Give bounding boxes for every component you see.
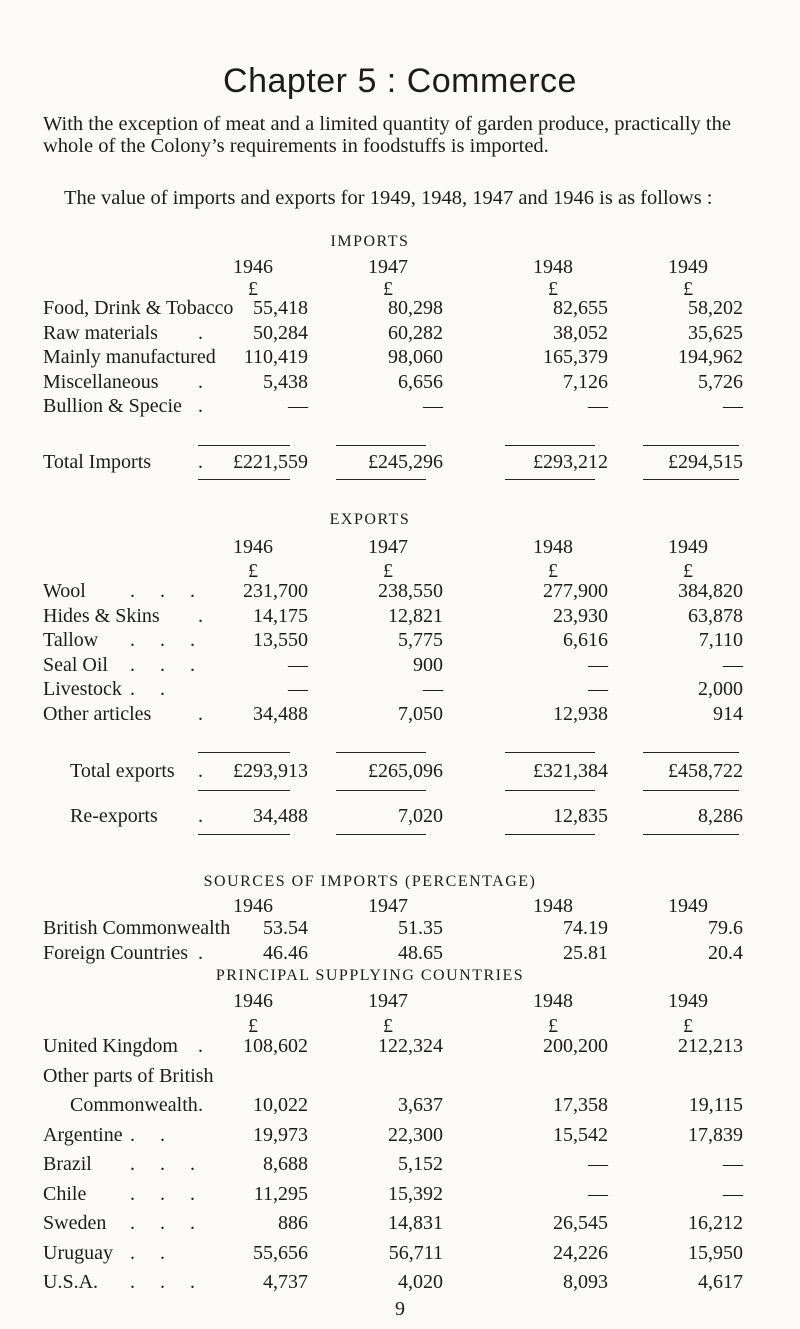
cell-u-s-a-1946: 4,737 [263,1271,308,1293]
year-1946: 1946 [233,990,273,1012]
table-row: Chile . . . 11,295 15,392 — — [43,1182,743,1205]
exports-title: EXPORTS [329,511,411,528]
exports-year-header [43,536,743,558]
cell-sweden-1948: 26,545 [553,1212,608,1234]
cell-commonwealth-1949: 19,115 [688,1094,743,1116]
cell-seal-oil-1946: — [288,653,308,676]
row-label: Sweden [43,1212,107,1234]
cell-united-kingdom-1947: 122,324 [378,1035,443,1057]
cell-miscellaneous-1949: 5,726 [698,370,743,393]
total-rule [505,834,595,835]
total-1948: £293,212 [533,451,608,473]
table-row: Bullion & Specie . — — — — [43,395,743,417]
row-label: Tallow [43,629,99,651]
table-row: Miscellaneous . 5,438 6,656 7,126 5,726 [43,370,743,393]
year-1947: 1947 [368,536,408,558]
total-rule [643,752,739,753]
total-rule [505,790,595,791]
cell-commonwealth-1948: 17,358 [553,1094,608,1116]
cell-wool-1949: 384,820 [678,580,743,602]
cell-seal-oil-1948: — [588,653,608,676]
cell-united-kingdom-1946: 108,602 [243,1035,308,1057]
cell-uruguay-1947: 56,711 [388,1241,443,1264]
sources-year-header [43,895,743,917]
row-label: United Kingdom [43,1035,178,1057]
year-1946: 1946 [233,895,273,917]
imports-year-header [43,256,743,278]
table-row: U.S.A. . . . 4,737 4,020 8,093 4,617 [43,1271,743,1293]
total-1947: £265,096 [368,760,443,782]
currency-mark: £ [683,560,693,582]
imports-title: IMPORTS [330,233,410,250]
cell-miscellaneous-1948: 7,126 [563,370,608,393]
table-row: Sweden . . . 886 14,831 26,545 16,212 [43,1212,743,1234]
total-rule [198,790,290,791]
table-row: Hides & Skins . 14,175 12,821 23,930 63,878 [43,604,743,627]
table-row [43,346,743,368]
year-1949: 1949 [668,990,708,1012]
currency-mark: £ [548,1015,558,1037]
cell-wool-1946: 231,700 [243,580,308,602]
cell-brazil-1946: 8,688 [263,1153,308,1175]
intro-paragraph: With the exception of meat and a limited quantity of garden produce, practically the whole of the Colony’s requirements in foodstuffs is imported. [43,113,731,157]
cell-tallow-1948: 6,616 [563,629,608,651]
row-label: Other parts of British [43,1064,214,1087]
row-label: Wool [43,580,86,602]
year-1948: 1948 [533,256,573,278]
total-rule [643,479,739,480]
cell-united-kingdom-1948: 200,200 [543,1035,608,1057]
table-row: Seal Oil . . . — 900 — — [43,653,743,676]
cell-hides-and-skins-1947: 12,821 [388,604,443,627]
row-label: Miscellaneous [43,370,159,393]
cell-hides-and-skins-1948: 23,930 [553,604,608,627]
currency-mark: £ [683,1015,693,1037]
cell-commonwealth-1947: 3,637 [398,1094,443,1116]
reexports-row: Re-exports . 34,488 7,020 12,835 8,286 [70,805,743,827]
row-label: Total Imports [43,451,152,473]
cell-british-commonwealth-1947: 51.35 [398,917,443,939]
cell-raw-materials-1946: 50,284 [253,321,308,344]
cell-wool-1948: 277,900 [543,580,608,602]
currency-mark: £ [383,560,393,582]
cell-uruguay-1946: 55,656 [253,1241,308,1264]
cell-livestock-1946: — [288,678,308,700]
reexports-1948: 12,835 [553,805,608,827]
table-row [43,1065,743,1087]
cell-tallow-1949: 7,110 [698,629,743,651]
exports-total-row: Total exports . £293,913 £265,096 £321,384 £458,722 [70,760,743,782]
cell-raw-materials-1947: 60,282 [388,321,443,344]
table-row [43,297,743,319]
total-1949: £458,722 [668,760,743,782]
total-1946: £221,559 [233,451,308,473]
cell-food-drink-and-tobacco-1948: 82,655 [553,297,608,319]
exports-currency-header [43,560,743,582]
row-label: Total exports [70,760,175,782]
year-1946: 1946 [233,256,273,278]
table-row: Commonwealth . 10,022 3,637 17,358 19,115 [70,1094,743,1116]
cell-wool-1947: 238,550 [378,580,443,602]
table-row [43,917,743,939]
table-row: Wool . . . 231,700 238,550 277,900 384,820 [43,580,743,602]
year-1948: 1948 [533,895,573,917]
row-label: Other articles [43,702,152,725]
total-rule [505,445,595,446]
total-rule [198,445,290,446]
currency-mark: £ [248,278,258,300]
year-1947: 1947 [368,895,408,917]
total-rule [198,834,290,835]
cell-bullion-and-specie-1947: — [423,395,443,417]
currency-mark: £ [548,278,558,300]
page-number: 9 [395,1298,405,1320]
year-1948: 1948 [533,990,573,1012]
cell-sweden-1946: 886 [278,1212,308,1234]
reexports-1949: 8,286 [698,805,743,827]
total-rule [198,752,290,753]
cell-foreign-countries-1949: 20.4 [708,941,743,964]
row-label: Foreign Countries [43,941,188,964]
row-label: U.S.A. [43,1271,99,1293]
reexports-1947: 7,020 [398,805,443,827]
cell-other-articles-1947: 7,050 [398,702,443,725]
cell-u-s-a-1948: 8,093 [563,1271,608,1293]
cell-united-kingdom-1949: 212,213 [678,1035,743,1057]
cell-mainly-manufactured-1948: 165,379 [543,346,608,368]
cell-u-s-a-1947: 4,020 [398,1271,443,1293]
cell-livestock-1947: — [423,678,443,700]
row-label: Brazil [43,1153,92,1175]
cell-foreign-countries-1948: 25.81 [563,941,608,964]
cell-food-drink-and-tobacco-1946: 55,418 [253,297,308,319]
cell-tallow-1946: 13,550 [253,629,308,651]
cell-food-drink-and-tobacco-1949: 58,202 [688,297,743,319]
cell-miscellaneous-1947: 6,656 [398,370,443,393]
imports-currency-header [43,278,743,300]
cell-bullion-and-specie-1946: — [288,395,308,417]
cell-mainly-manufactured-1946: 110,419 [243,346,308,368]
cell-mainly-manufactured-1949: 194,962 [678,346,743,368]
cell-uruguay-1948: 24,226 [553,1241,608,1264]
currency-mark: £ [383,278,393,300]
cell-seal-oil-1947: 900 [413,653,443,676]
cell-other-articles-1946: 34,488 [253,702,308,725]
cell-bullion-and-specie-1949: — [723,395,743,417]
cell-u-s-a-1949: 4,617 [698,1271,743,1293]
row-label: Food, Drink & Tobacco [43,297,234,319]
cell-argentine-1947: 22,300 [388,1123,443,1146]
cell-bullion-and-specie-1948: — [588,395,608,417]
table-row: Livestock . . — — — 2,000 [43,678,743,700]
currency-mark: £ [248,1015,258,1037]
total-1947: £245,296 [368,451,443,473]
total-1949: £294,515 [668,451,743,473]
cell-sweden-1947: 14,831 [388,1212,443,1234]
currency-mark: £ [248,560,258,582]
year-1948: 1948 [533,536,573,558]
total-rule [643,445,739,446]
table-row: United Kingdom . 108,602 122,324 200,200 212,213 [43,1035,743,1057]
row-label: Raw materials [43,321,158,344]
total-rule [643,790,739,791]
row-label: Chile [43,1182,87,1205]
total-rule [336,752,426,753]
cell-livestock-1948: — [588,678,608,700]
total-rule [336,834,426,835]
cell-brazil-1948: — [588,1153,608,1175]
table-row: Foreign Countries . 46.46 48.65 25.81 20.4 [43,941,743,964]
cell-livestock-1949: 2,000 [698,678,743,700]
year-1947: 1947 [368,256,408,278]
values-paragraph: The value of imports and exports for 1949, 1948, 1947 and 1946 is as follows : [64,187,713,209]
year-1949: 1949 [668,536,708,558]
total-rule [505,752,595,753]
row-label: Hides & Skins [43,604,160,627]
cell-hides-and-skins-1946: 14,175 [253,604,308,627]
row-label: Livestock [43,678,122,700]
table-row: Uruguay . . 55,656 56,711 24,226 15,950 [43,1241,743,1264]
row-label: Seal Oil [43,653,108,676]
chapter-title: Chapter 5 : Commerce [223,62,577,100]
total-rule [505,479,595,480]
year-1946: 1946 [233,536,273,558]
table-row: Tallow . . . 13,550 5,775 6,616 7,110 [43,629,743,651]
currency-mark: £ [548,560,558,582]
cell-seal-oil-1949: — [723,653,743,676]
cell-miscellaneous-1946: 5,438 [263,370,308,393]
row-label: Bullion & Specie [43,395,182,417]
cell-raw-materials-1949: 35,625 [688,321,743,344]
suppliers-title: PRINCIPAL SUPPLYING COUNTRIES [215,967,525,984]
total-rule [336,790,426,791]
reexports-1946: 34,488 [253,805,308,827]
cell-raw-materials-1948: 38,052 [553,321,608,344]
cell-other-articles-1948: 12,938 [553,702,608,725]
row-label: British Commonwealth [43,917,231,939]
cell-commonwealth-1946: 10,022 [253,1094,308,1116]
row-label: Re-exports [70,805,158,827]
cell-argentine-1949: 17,839 [688,1123,743,1146]
cell-argentine-1946: 19,973 [253,1123,308,1146]
suppliers-year-header [43,990,743,1012]
cell-foreign-countries-1946: 46.46 [263,941,308,964]
cell-chile-1946: 11,295 [253,1182,308,1205]
year-1949: 1949 [668,895,708,917]
table-row: Brazil . . . 8,688 5,152 — — [43,1153,743,1175]
cell-chile-1947: 15,392 [388,1182,443,1205]
suppliers-currency-header [43,1015,743,1037]
cell-brazil-1949: — [723,1153,743,1175]
total-1948: £321,384 [533,760,608,782]
cell-brazil-1947: 5,152 [398,1153,443,1175]
currency-mark: £ [383,1015,393,1037]
cell-british-commonwealth-1949: 79.6 [708,917,743,939]
cell-argentine-1948: 15,542 [553,1123,608,1146]
cell-british-commonwealth-1948: 74.19 [563,917,608,939]
currency-mark: £ [683,278,693,300]
table-row: Other articles . 34,488 7,050 12,938 914 [43,702,743,725]
cell-hides-and-skins-1949: 63,878 [688,604,743,627]
total-rule [198,479,290,480]
cell-chile-1948: — [588,1182,608,1205]
row-label: Uruguay [43,1241,113,1264]
cell-food-drink-and-tobacco-1947: 80,298 [388,297,443,319]
cell-other-articles-1949: 914 [713,702,743,725]
total-rule [336,445,426,446]
sources-title: SOURCES OF IMPORTS (PERCENTAGE) [203,873,537,890]
cell-chile-1949: — [723,1182,743,1205]
total-rule [336,479,426,480]
row-label: Mainly manufactured [43,346,216,368]
table-row: Raw materials . 50,284 60,282 38,052 35,625 [43,321,743,344]
cell-tallow-1947: 5,775 [398,629,443,651]
imports-total-row: Total Imports . £221,559 £245,296 £293,212 £294,515 [43,451,743,473]
total-1946: £293,913 [233,760,308,782]
year-1947: 1947 [368,990,408,1012]
table-row: Argentine . . 19,973 22,300 15,542 17,839 [43,1123,743,1146]
cell-british-commonwealth-1946: 53.54 [263,917,308,939]
cell-sweden-1949: 16,212 [688,1212,743,1234]
total-rule [643,834,739,835]
year-1949: 1949 [668,256,708,278]
cell-uruguay-1949: 15,950 [688,1241,743,1264]
row-label: Argentine [43,1123,123,1146]
cell-mainly-manufactured-1947: 98,060 [388,346,443,368]
row-label: Commonwealth [70,1094,198,1116]
cell-foreign-countries-1947: 48.65 [398,941,443,964]
